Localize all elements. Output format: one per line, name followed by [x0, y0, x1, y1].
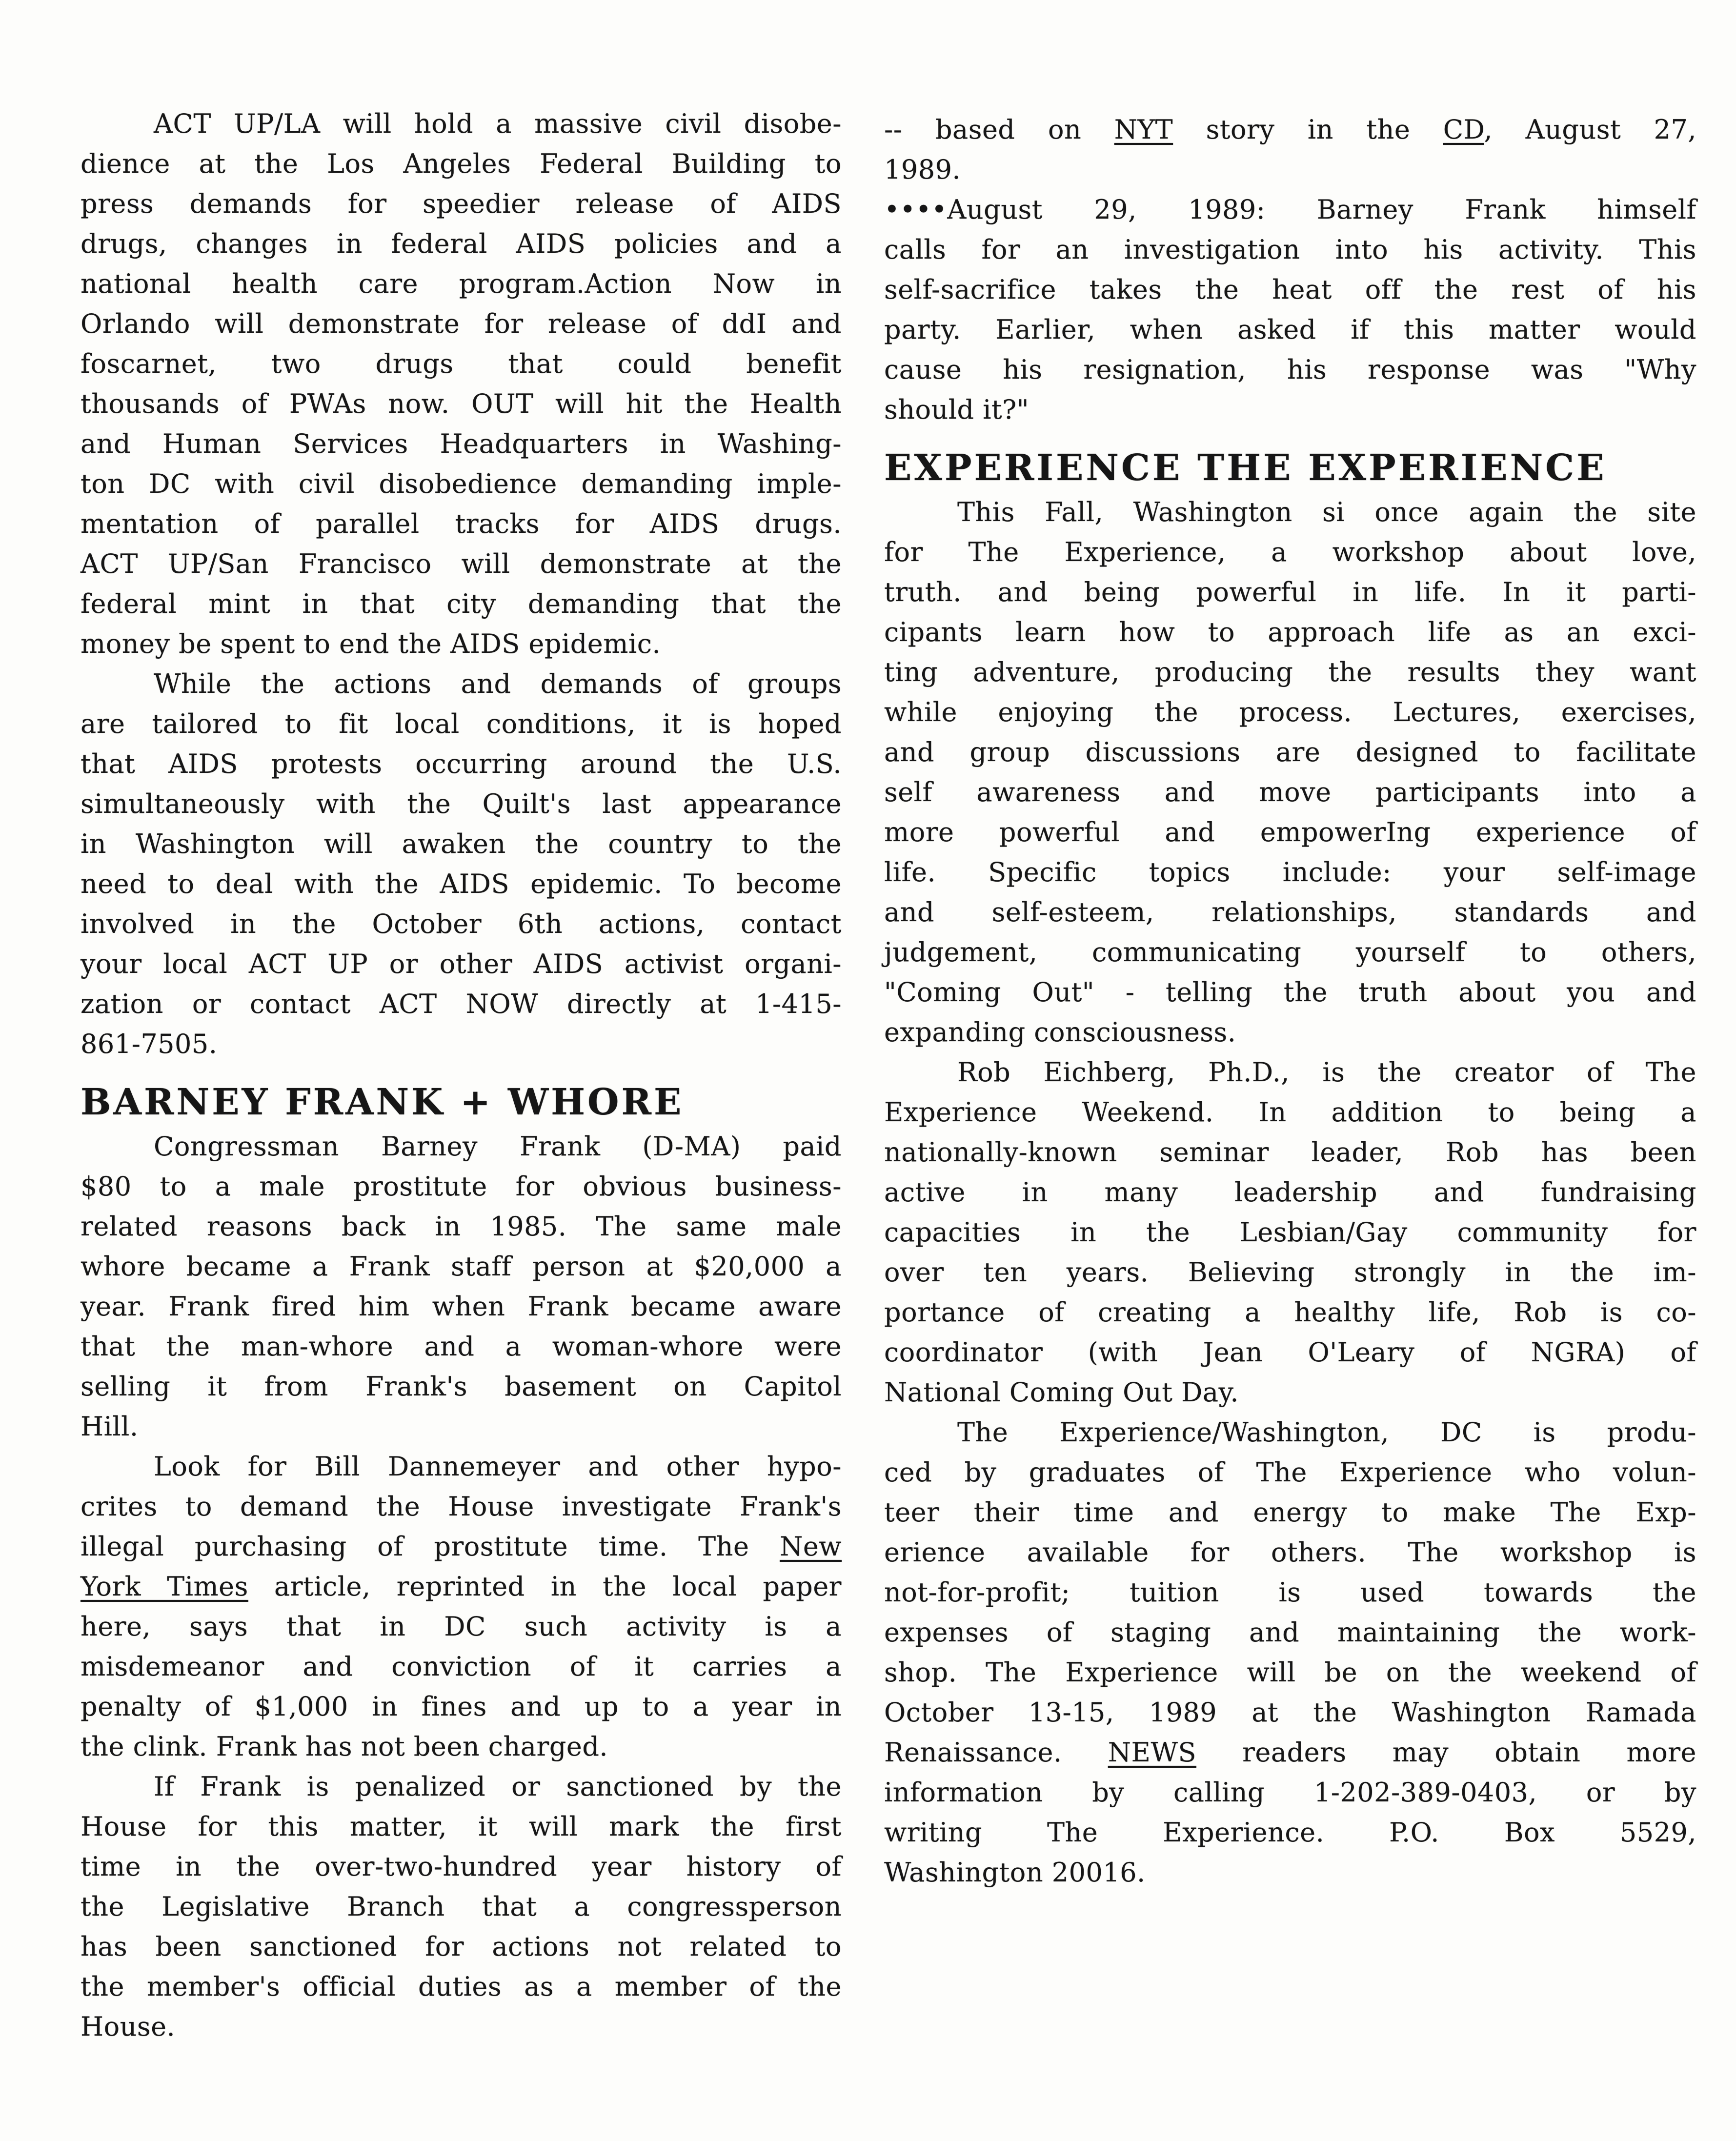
paragraph: [884, 1413, 1696, 1893]
text-segment: life. Specific topics include: your self-image: [884, 857, 1696, 888]
text-segment: expenses of staging and maintaining the work-: [884, 1617, 1696, 1648]
text-line: [884, 1613, 1696, 1653]
text-segment: "Coming Out" - telling the truth about you and: [884, 977, 1696, 1008]
text-segment: Experience Weekend. In addition to being a: [884, 1097, 1696, 1128]
paragraph: [81, 1767, 842, 2047]
column-left: [81, 104, 842, 2047]
text-segment: year. Frank fired him when Frank became aware: [81, 1291, 842, 1322]
text-line: [81, 1447, 842, 1487]
text-line: [81, 1807, 842, 1847]
text-line: [81, 544, 842, 584]
text-segment: in Washington will awaken the country to the: [81, 828, 842, 859]
text-segment: truth. and being powerful in life. In it parti-: [884, 577, 1696, 607]
text-segment: If Frank is penalized or sanctioned by the: [154, 1771, 842, 1802]
text-segment: the member's official duties as a member of the: [81, 1971, 842, 2002]
text-segment: the Legislative Branch that a congressperson: [81, 1891, 842, 1922]
text-segment: Hill.: [81, 1411, 139, 1442]
text-segment: the clink. Frank has not been charged.: [81, 1731, 608, 1762]
text-segment: October 13-15, 1989 at the Washington Ramada: [884, 1697, 1696, 1728]
text-line: [884, 390, 1696, 430]
text-line: [81, 2007, 842, 2047]
text-segment: money be spent to end the AIDS epidemic.: [81, 628, 661, 659]
text-line: [81, 664, 842, 704]
text-line: [81, 424, 842, 464]
text-line: [884, 1453, 1696, 1493]
text-segment: calls for an investigation into his activity. This: [884, 234, 1696, 265]
text-segment: thousands of PWAs now. OUT will hit the Health: [81, 388, 842, 419]
text-line: [884, 190, 1696, 230]
text-line: [81, 1287, 842, 1327]
text-line: [81, 584, 842, 624]
text-line: [81, 1367, 842, 1407]
text-line: [81, 944, 842, 984]
text-line: [884, 1373, 1696, 1413]
text-segment: has been sanctioned for actions not related to: [81, 1931, 842, 1962]
text-segment: related reasons back in 1985. The same male: [81, 1211, 842, 1242]
paragraph: [81, 104, 842, 664]
underlined-text: York Times: [81, 1571, 248, 1602]
text-line: [884, 612, 1696, 652]
text-segment: cipants learn how to approach life as an exci-: [884, 617, 1696, 647]
text-line: [81, 704, 842, 744]
text-line: [81, 624, 842, 664]
text-segment: party. Earlier, when asked if this matter would: [884, 314, 1696, 345]
text-line: [884, 892, 1696, 932]
text-line: [884, 230, 1696, 270]
paragraph: [81, 1447, 842, 1767]
text-segment: ced by graduates of The Experience who volun-: [884, 1457, 1696, 1488]
text-segment: While the actions and demands of groups: [154, 668, 842, 699]
paragraph: [884, 492, 1696, 1052]
text-segment: The Experience/Washington, DC is produ-: [957, 1417, 1696, 1448]
text-segment: whore became a Frank staff person at $20,000 a: [81, 1251, 842, 1282]
text-line: [884, 1853, 1696, 1893]
text-line: [884, 1052, 1696, 1092]
text-segment: 861-7505.: [81, 1029, 218, 1059]
text-segment: ••••August 29, 1989: Barney Frank himself: [884, 194, 1696, 225]
text-segment: simultaneously with the Quilt's last appearance: [81, 788, 842, 819]
text-line: [81, 1407, 842, 1447]
text-line: [81, 1207, 842, 1247]
text-line: [81, 1727, 842, 1767]
underlined-text: NYT: [1114, 114, 1173, 145]
text-segment: not-for-profit; tuition is used towards the: [884, 1577, 1696, 1608]
text-segment: writing The Experience. P.O. Box 5529,: [884, 1817, 1696, 1848]
text-segment: that AIDS protests occurring around the U.S.: [81, 748, 842, 779]
text-line: [884, 1813, 1696, 1853]
text-line: [884, 1252, 1696, 1293]
text-line: [884, 1333, 1696, 1373]
text-segment: federal mint in that city demanding that the: [81, 588, 842, 619]
text-line: [884, 572, 1696, 612]
text-segment: mentation of parallel tracks for AIDS drugs.: [81, 508, 842, 539]
text-segment: Rob Eichberg, Ph.D., is the creator of The: [957, 1057, 1696, 1088]
text-line: [884, 732, 1696, 772]
text-line: [81, 1687, 842, 1727]
text-line: [81, 984, 842, 1024]
text-segment: information by calling 1-202-389-0403, or by: [884, 1777, 1696, 1808]
text-segment: ACT UP/San Francisco will demonstrate at the: [81, 548, 842, 579]
text-line: [884, 652, 1696, 692]
text-segment: for The Experience, a workshop about love,: [884, 537, 1696, 567]
text-segment: are tailored to fit local conditions, it is hoped: [81, 708, 842, 739]
text-segment: here, says that in DC such activity is a: [81, 1611, 842, 1642]
text-segment: involved in the October 6th actions, contact: [81, 909, 842, 939]
text-segment: capacities in the Lesbian/Gay community for: [884, 1217, 1696, 1248]
text-segment: zation or contact ACT NOW directly at 1-415-: [81, 989, 842, 1019]
text-segment: ACT UP/LA will hold a massive civil disobe-: [154, 108, 842, 139]
text-segment: Orlando will demonstrate for release of ddI and: [81, 308, 842, 339]
text-segment: shop. The Experience will be on the weekend of: [884, 1657, 1696, 1688]
text-line: [81, 1567, 842, 1607]
text-segment: -- based on: [884, 114, 1114, 145]
text-line: [81, 104, 842, 144]
text-segment: Renaissance.: [884, 1737, 1108, 1768]
text-segment: readers may obtain more: [1196, 1737, 1696, 1768]
text-segment: illegal purchasing of prostitute time. The: [81, 1531, 780, 1562]
text-segment: and self-esteem, relationships, standards and: [884, 897, 1696, 928]
text-segment: more powerful and empowerIng experience of: [884, 817, 1696, 848]
text-line: [884, 270, 1696, 310]
text-line: [884, 1293, 1696, 1333]
text-segment: erience available for others. The workshop is: [884, 1537, 1696, 1568]
text-line: [884, 1132, 1696, 1172]
text-segment: should it?": [884, 394, 1029, 425]
text-line: [884, 932, 1696, 972]
text-segment: story in the: [1173, 114, 1443, 145]
paragraph: [884, 1052, 1696, 1413]
text-line: [884, 310, 1696, 350]
column-right: [884, 110, 1696, 1893]
text-segment: need to deal with the AIDS epidemic. To become: [81, 869, 842, 899]
text-segment: misdemeanor and conviction of it carries a: [81, 1651, 842, 1682]
paragraph: [884, 190, 1696, 430]
text-segment: nationally-known seminar leader, Rob has been: [884, 1137, 1696, 1168]
text-segment: $80 to a male prostitute for obvious business-: [81, 1171, 842, 1202]
text-segment: teer their time and energy to make The Exp-: [884, 1497, 1696, 1528]
text-segment: your local ACT UP or other AIDS activist organi-: [81, 949, 842, 979]
text-line: [81, 864, 842, 904]
text-line: [81, 344, 842, 384]
text-segment: self awareness and move participants into a: [884, 777, 1696, 808]
text-line: [81, 1327, 842, 1367]
text-segment: cause his resignation, his response was "Why: [884, 354, 1696, 385]
text-line: [81, 1487, 842, 1527]
text-line: [884, 110, 1696, 150]
paragraph: [81, 1127, 842, 1447]
text-line: [884, 1693, 1696, 1733]
text-line: [884, 772, 1696, 812]
text-segment: House for this matter, it will mark the first: [81, 1811, 842, 1842]
text-segment: over ten years. Believing strongly in the im-: [884, 1257, 1696, 1288]
text-line: [81, 1247, 842, 1287]
text-segment: selling it from Frank's basement on Capitol: [81, 1371, 842, 1402]
text-segment: and group discussions are designed to facilitate: [884, 737, 1696, 768]
text-segment: expanding consciousness.: [884, 1017, 1236, 1048]
text-line: [884, 1493, 1696, 1533]
text-line: [884, 350, 1696, 390]
text-segment: crites to demand the House investigate Frank's: [81, 1491, 842, 1522]
underlined-text: CD: [1443, 114, 1484, 145]
text-line: [884, 1092, 1696, 1132]
text-line: [81, 264, 842, 304]
text-line: [884, 1573, 1696, 1613]
text-line: [81, 1167, 842, 1207]
text-line: [81, 744, 842, 784]
text-line: [884, 1773, 1696, 1813]
text-line: [884, 1212, 1696, 1252]
text-segment: ting adventure, producing the results they want: [884, 657, 1696, 687]
text-segment: Congressman Barney Frank (D-MA) paid: [154, 1131, 842, 1162]
text-line: [81, 504, 842, 544]
text-line: [884, 1413, 1696, 1453]
text-line: [884, 1172, 1696, 1212]
text-line: [81, 1927, 842, 1967]
text-segment: Washington 20016.: [884, 1857, 1146, 1888]
text-line: [81, 1024, 842, 1064]
text-segment: active in many leadership and fundraising: [884, 1177, 1696, 1208]
text-segment: coordinator (with Jean O'Leary of NGRA) of: [884, 1337, 1696, 1368]
text-line: [81, 1887, 842, 1927]
text-line: [884, 812, 1696, 852]
text-line: [81, 904, 842, 944]
text-segment: time in the over-two-hundred year history of: [81, 1851, 842, 1882]
text-line: [81, 1967, 842, 2007]
text-segment: 1989.: [884, 154, 961, 185]
text-line: [884, 1533, 1696, 1573]
text-segment: National Coming Out Day.: [884, 1377, 1239, 1408]
text-line: [81, 304, 842, 344]
text-line: [81, 824, 842, 864]
text-segment: House.: [81, 2011, 176, 2042]
section-heading: EXPERIENCE THE EXPERIENCE: [884, 447, 1607, 489]
text-line: [81, 464, 842, 504]
text-segment: while enjoying the process. Lectures, exercises,: [884, 697, 1696, 727]
text-segment: Look for Bill Dannemeyer and other hypo-: [154, 1451, 842, 1482]
section-heading: BARNEY FRANK + WHORE: [81, 1081, 684, 1123]
text-segment: drugs, changes in federal AIDS policies and a: [81, 228, 842, 259]
text-segment: and Human Services Headquarters in Washing-: [81, 428, 842, 459]
text-line: [81, 1647, 842, 1687]
text-line: [884, 692, 1696, 732]
text-segment: that the man-whore and a woman-whore were: [81, 1331, 842, 1362]
text-line: [81, 784, 842, 824]
text-line: [81, 1607, 842, 1647]
text-line: [884, 972, 1696, 1012]
underlined-text: New: [780, 1531, 842, 1562]
text-line: [884, 150, 1696, 190]
text-line: [884, 1653, 1696, 1693]
underlined-text: NEWS: [1108, 1737, 1196, 1768]
text-line: [884, 1012, 1696, 1052]
text-segment: article, reprinted in the local paper: [248, 1571, 842, 1602]
text-line: [884, 1733, 1696, 1773]
text-line: [81, 1527, 842, 1567]
text-segment: national health care program.Action Now in: [81, 268, 842, 299]
text-line: [81, 1847, 842, 1887]
text-line: [81, 224, 842, 264]
text-line: [884, 532, 1696, 572]
text-segment: , August 27,: [1484, 114, 1696, 145]
text-segment: judgement, communicating yourself to others,: [884, 937, 1696, 968]
text-segment: press demands for speedier release of AIDS: [81, 188, 842, 219]
text-segment: This Fall, Washington si once again the site: [957, 497, 1696, 527]
text-segment: portance of creating a healthy life, Rob is co-: [884, 1297, 1696, 1328]
text-line: [81, 384, 842, 424]
text-line: [884, 492, 1696, 532]
text-segment: ton DC with civil disobedience demanding imple-: [81, 468, 842, 499]
paragraph: [884, 110, 1696, 190]
text-segment: dience at the Los Angeles Federal Building to: [81, 148, 842, 179]
text-line: [81, 1127, 842, 1167]
text-line: [81, 1767, 842, 1807]
text-segment: self-sacrifice takes the heat off the rest of his: [884, 274, 1696, 305]
text-segment: penalty of $1,000 in fines and up to a year in: [81, 1691, 842, 1722]
text-segment: foscarnet, two drugs that could benefit: [81, 348, 842, 379]
text-line: [81, 184, 842, 224]
text-line: [884, 852, 1696, 892]
text-line: [81, 144, 842, 184]
paragraph: [81, 664, 842, 1064]
